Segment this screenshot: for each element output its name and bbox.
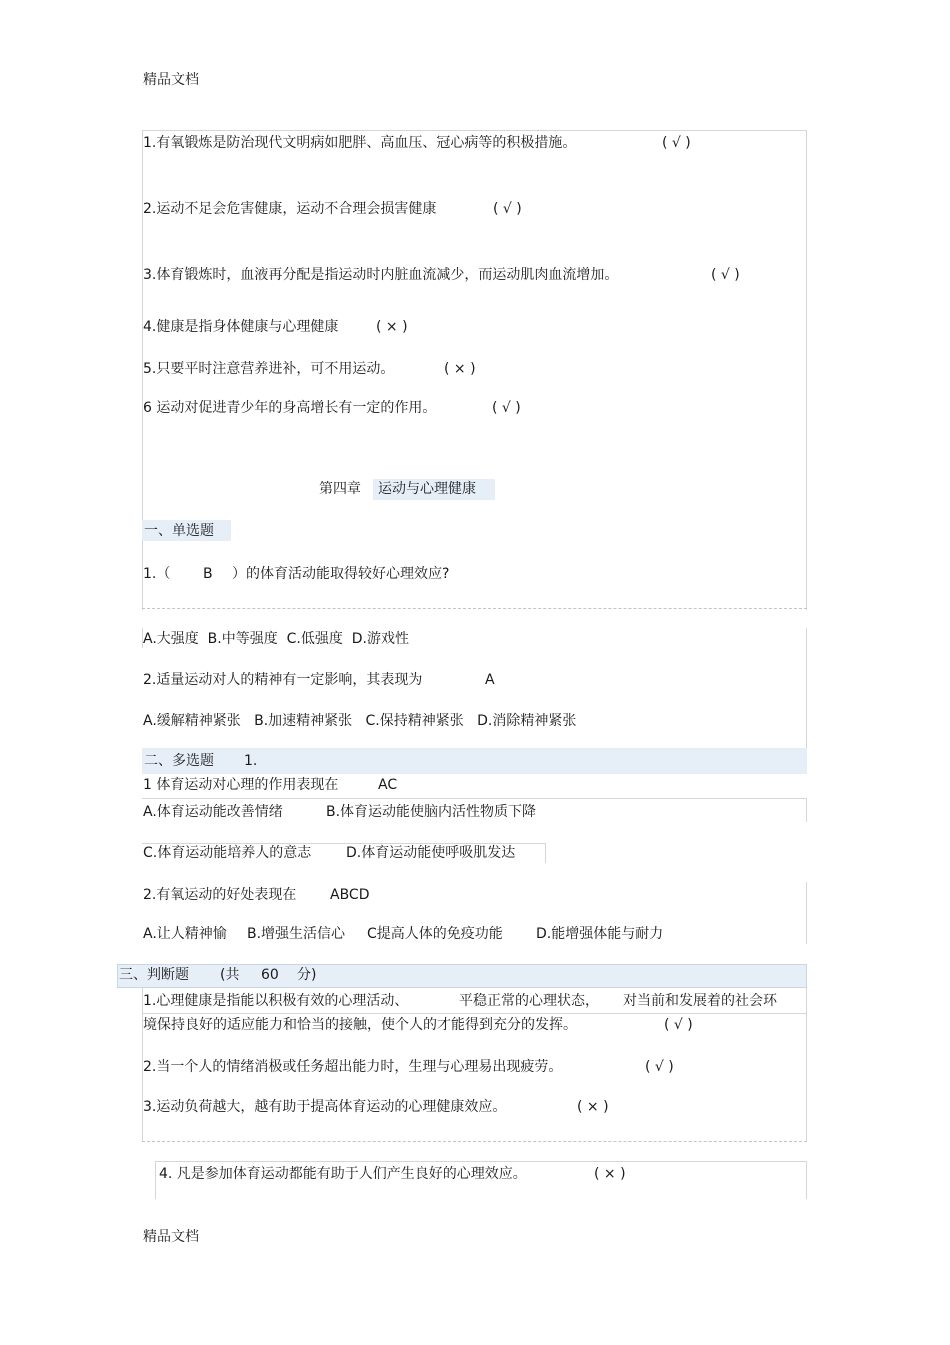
multi-q1-option-d: D.体育运动能使呼吸肌发达 bbox=[346, 845, 516, 861]
page-footer: 精品文档 bbox=[143, 1229, 199, 1245]
tf-item-1-mark: ( √ ) bbox=[662, 135, 691, 151]
tf-item-4-text: 4.健康是指身体健康与心理健康 bbox=[143, 319, 339, 335]
multi-q1-answer: AC bbox=[378, 777, 398, 793]
judge-q3-mark: ( × ) bbox=[577, 1099, 609, 1115]
single-q2-answer: A bbox=[485, 672, 495, 688]
single-q1-answer: B bbox=[203, 566, 213, 582]
multi-q1-text: 1 体育运动对心理的作用表现在 bbox=[143, 777, 339, 793]
multi-q1-option-c: C.体育运动能培养人的意志 bbox=[143, 845, 312, 861]
single-q1-suffix: ）的体育活动能取得较好心理效应? bbox=[232, 566, 450, 582]
multi-choice-heading: 二、多选题 bbox=[144, 753, 214, 769]
judge-heading: 三、判断题 bbox=[119, 967, 189, 983]
judge-q3-text: 3.运动负荷越大，越有助于提高体育运动的心理健康效应。 bbox=[143, 1099, 507, 1115]
judge-q1-line1-a: 1.心理健康是指能以积极有效的心理活动、 bbox=[143, 993, 409, 1009]
multi-q2-right-line bbox=[806, 882, 807, 944]
multi-q2-option-b: B.增强生活信心 bbox=[247, 926, 346, 942]
page-break-dash-1 bbox=[142, 608, 807, 609]
judge-score-open: (共 bbox=[220, 967, 240, 983]
tf-item-6-text: 6 运动对促进青少年的身高增长有一定的作用。 bbox=[143, 400, 437, 416]
judge-q4-mark: ( × ) bbox=[594, 1166, 626, 1182]
multi-q2-option-c: C提高人体的免疫功能 bbox=[367, 926, 503, 942]
chapter-title: 运动与心理健康 bbox=[378, 481, 476, 497]
tf-item-2-mark: ( √ ) bbox=[493, 201, 522, 217]
multi-heading-highlight bbox=[142, 748, 807, 774]
judge-score-close: 分) bbox=[297, 967, 317, 983]
tf-item-1-text: 1.有氧锻炼是防治现代文明病如肥胖、高血压、冠心病等的积极措施。 bbox=[143, 135, 577, 151]
tf-item-3-mark: ( √ ) bbox=[711, 267, 740, 283]
multi-q2-text: 2.有氧运动的好处表现在 bbox=[143, 887, 297, 903]
multi-opt-cd-right-line bbox=[545, 843, 546, 863]
single-q2-text: 2.适量运动对人的精神有一定影响，其表现为 bbox=[143, 672, 423, 688]
chapter-number: 第四章 bbox=[319, 481, 361, 497]
multi-q1-option-b: B.体育运动能使脑内活性物质下降 bbox=[326, 804, 537, 820]
page-break-dash-2 bbox=[142, 1141, 807, 1142]
multi-opt-right-line bbox=[806, 798, 807, 822]
tf-item-2-text: 2.运动不足会危害健康，运动不合理会损害健康 bbox=[143, 201, 437, 217]
tf-item-5-mark: ( × ) bbox=[444, 361, 476, 377]
single-choice-heading: 一、单选题 bbox=[144, 523, 214, 539]
judge-q1-line2: 境保持良好的适应能力和恰当的接触，使个人的才能得到充分的发挥。 bbox=[143, 1017, 577, 1033]
judge-score-number: 60 bbox=[261, 967, 279, 983]
judge-q2-text: 2.当一个人的情绪消极或任务超出能力时，生理与心理易出现疲劳。 bbox=[143, 1059, 563, 1075]
judge-q1-line1-c: 对当前和发展着的社会环 bbox=[623, 993, 777, 1009]
multi-heading-number: 1. bbox=[244, 753, 258, 769]
tf-item-3-text: 3.体育锻炼时，血液再分配是指运动时内脏血流减少，而运动肌肉血流增加。 bbox=[143, 267, 619, 283]
judge-q1-line1-b: 平稳正常的心理状态， bbox=[459, 993, 599, 1009]
multi-q2-option-d: D.能增强体能与耐力 bbox=[536, 926, 664, 942]
tf-item-6-mark: ( √ ) bbox=[492, 400, 521, 416]
judge-q1-mark: ( √ ) bbox=[664, 1017, 693, 1033]
multi-q2-answer: ABCD bbox=[330, 887, 370, 903]
multi-q1-option-a: A.体育运动能改善情绪 bbox=[143, 804, 283, 820]
judge-q4-text: 4. 凡是参加体育运动都能有助于人们产生良好的心理效应。 bbox=[159, 1166, 527, 1182]
judge-q2-mark: ( √ ) bbox=[645, 1059, 674, 1075]
single-q2-options: A.缓解精神紧张 B.加速精神紧张 C.保持精神紧张 D.消除精神紧张 bbox=[143, 713, 577, 729]
tf-item-5-text: 5.只要平时注意营养进补，可不用运动。 bbox=[143, 361, 395, 377]
page-header: 精品文档 bbox=[143, 72, 199, 88]
judge-row-line bbox=[142, 1013, 807, 1014]
single-q1-options: A.大强度 B.中等强度 C.低强度 D.游戏性 bbox=[143, 631, 409, 647]
single-q1-prefix: 1.（ bbox=[143, 566, 171, 582]
multi-q2-option-a: A.让人精神愉 bbox=[143, 926, 227, 942]
multi-opt-top-line bbox=[142, 798, 807, 799]
frame-right-2 bbox=[806, 628, 807, 748]
tf-item-4-mark: ( × ) bbox=[376, 319, 408, 335]
